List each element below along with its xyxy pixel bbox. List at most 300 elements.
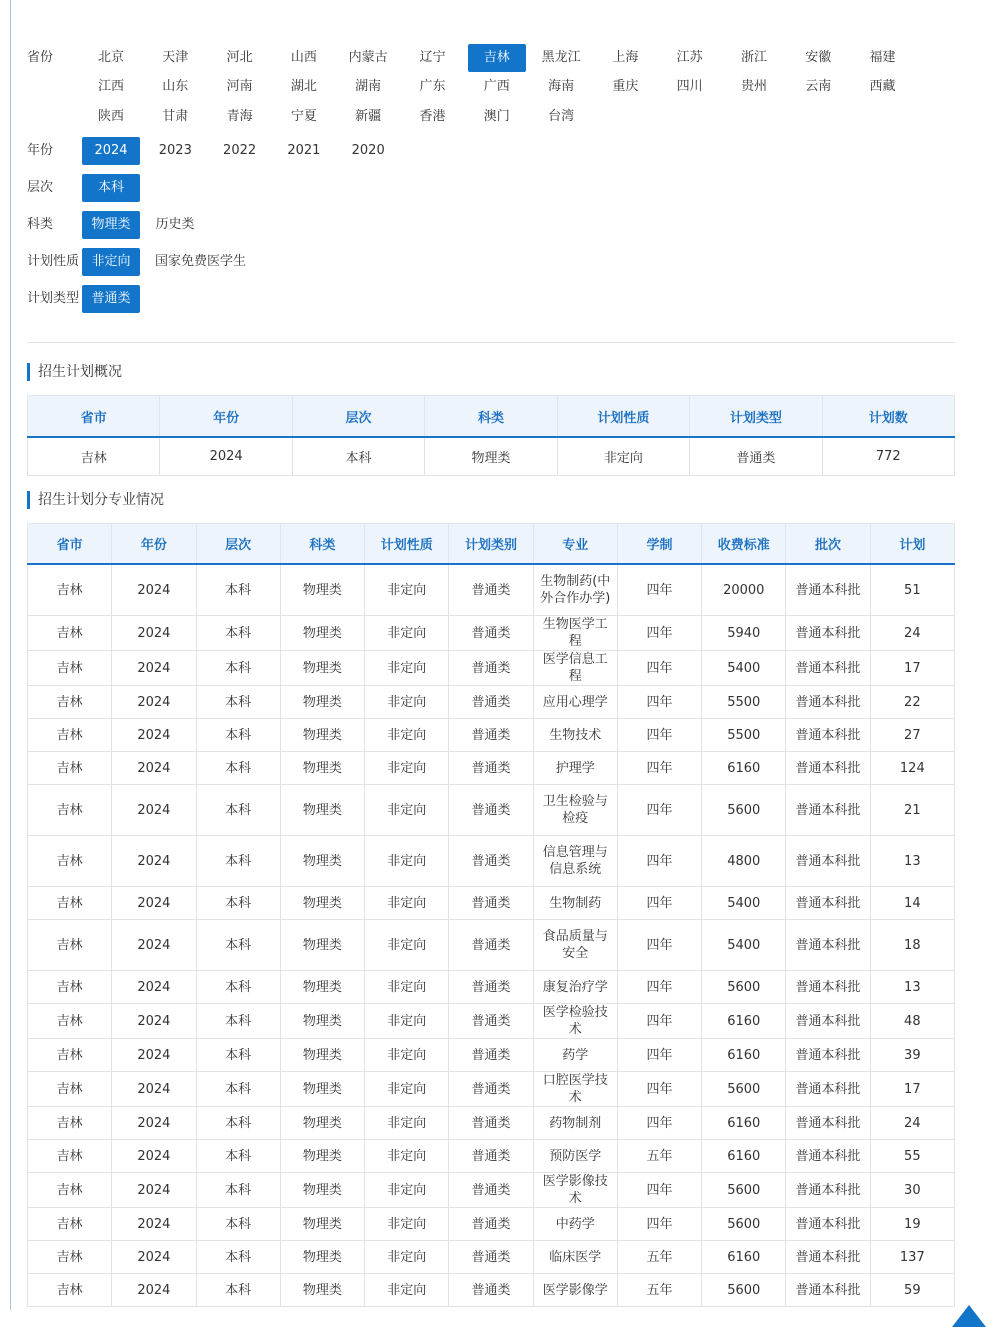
table-cell: 物理类 [280, 564, 364, 616]
table-cell: 药物制剂 [533, 1107, 617, 1140]
filter-option-province[interactable]: 湖北 [290, 79, 317, 95]
filter-option-province[interactable]: 青海 [226, 108, 253, 124]
table-row [28, 616, 955, 651]
table-cell: 普通本科批 [786, 719, 870, 752]
table-cell: 非定向 [365, 971, 449, 1004]
table-cell: 普通类 [449, 651, 533, 686]
table-cell: 非定向 [365, 651, 449, 686]
table-cell: 四年 [617, 1039, 701, 1072]
table-cell: 四年 [617, 1004, 701, 1039]
filter-option-province[interactable]: 天津 [162, 50, 189, 65]
table-cell: 四年 [617, 616, 701, 651]
table-cell: 18 [870, 920, 954, 971]
table-cell: 物理类 [280, 1140, 364, 1173]
detail-column-header: 计划 [870, 524, 954, 565]
table-cell: 51 [870, 564, 954, 616]
table-cell: 物理类 [280, 651, 364, 686]
filter-option-level[interactable]: 本科 [82, 174, 140, 202]
table-cell: 普通本科批 [786, 1140, 870, 1173]
table-cell: 四年 [617, 564, 701, 616]
table-row [28, 1173, 955, 1208]
table-cell: 普通本科批 [786, 1241, 870, 1274]
table-cell: 四年 [617, 971, 701, 1004]
summary-cell: 非定向 [557, 437, 689, 476]
table-cell: 59 [870, 1274, 954, 1307]
table-cell: 卫生检验与检疫 [533, 785, 617, 836]
plan-nature-filter-label: 计划性质 [27, 254, 80, 270]
table-cell: 四年 [617, 836, 701, 887]
detail-column-header: 批次 [786, 524, 870, 565]
table-cell: 非定向 [365, 752, 449, 785]
filter-option-subject[interactable]: 历史类 [155, 217, 195, 233]
filter-option-province[interactable]: 浙江 [740, 50, 767, 65]
table-cell: 2024 [112, 836, 196, 887]
table-cell: 5500 [702, 719, 786, 752]
table-cell: 普通本科批 [786, 564, 870, 616]
filter-option-province[interactable]: 内蒙古 [348, 50, 388, 65]
filter-option-year[interactable]: 2022 [223, 143, 257, 159]
table-cell: 五年 [617, 1241, 701, 1274]
table-cell: 2024 [112, 1173, 196, 1208]
table-cell: 非定向 [365, 920, 449, 971]
table-cell: 普通类 [449, 564, 533, 616]
table-cell: 普通类 [449, 836, 533, 887]
table-row [28, 887, 955, 920]
table-cell: 本科 [196, 920, 280, 971]
table-cell: 5400 [702, 651, 786, 686]
filter-option-province[interactable]: 台湾 [548, 108, 575, 124]
table-cell: 物理类 [280, 971, 364, 1004]
table-cell: 本科 [196, 836, 280, 887]
table-cell: 普通类 [449, 1004, 533, 1039]
table-cell: 2024 [112, 616, 196, 651]
table-cell: 应用心理学 [533, 686, 617, 719]
table-cell: 非定向 [365, 1241, 449, 1274]
detail-table-header [28, 524, 955, 565]
filter-option-province[interactable]: 宁夏 [290, 108, 317, 124]
table-cell: 本科 [196, 1274, 280, 1307]
table-cell: 2024 [112, 651, 196, 686]
filter-option-year[interactable]: 2024 [82, 137, 140, 165]
filter-option-province[interactable]: 黑龙江 [541, 50, 581, 65]
plan-type-filter-label: 计划类型 [27, 291, 80, 307]
province-options [82, 44, 922, 132]
detail-column-header: 计划类别 [449, 524, 533, 565]
filter-option-province[interactable]: 吉林 [468, 44, 526, 72]
table-cell: 普通类 [449, 1241, 533, 1274]
plan-type-filter-row [27, 285, 957, 313]
table-cell: 普通类 [449, 686, 533, 719]
summary-column-header: 年份 [160, 396, 292, 438]
table-cell: 17 [870, 1072, 954, 1107]
table-cell: 吉林 [28, 920, 112, 971]
table-cell: 本科 [196, 1173, 280, 1208]
table-cell: 非定向 [365, 887, 449, 920]
table-cell: 四年 [617, 920, 701, 971]
table-row [28, 836, 955, 887]
filter-option-plan-nature[interactable]: 国家免费医学生 [155, 254, 247, 270]
filter-option-province[interactable]: 江西 [97, 79, 124, 95]
table-cell: 5600 [702, 1274, 786, 1307]
table-cell: 2024 [112, 1107, 196, 1140]
summary-column-header: 层次 [292, 396, 424, 438]
table-cell: 2024 [112, 1274, 196, 1307]
table-cell: 生物制药 [533, 887, 617, 920]
filter-option-year[interactable]: 2021 [287, 143, 321, 159]
detail-table [27, 523, 955, 1307]
table-cell: 普通本科批 [786, 785, 870, 836]
summary-table [27, 395, 955, 476]
table-cell: 吉林 [28, 887, 112, 920]
table-cell: 普通本科批 [786, 1173, 870, 1208]
table-cell: 24 [870, 1107, 954, 1140]
filter-panel [27, 44, 957, 313]
table-cell: 6160 [702, 1004, 786, 1039]
summary-table-row [28, 437, 955, 476]
table-cell: 本科 [196, 1241, 280, 1274]
filter-option-province[interactable]: 贵州 [740, 79, 767, 95]
table-cell: 6160 [702, 1140, 786, 1173]
filter-option-province[interactable]: 海南 [548, 79, 575, 95]
summary-column-header: 科类 [425, 396, 557, 438]
summary-cell: 物理类 [425, 437, 557, 476]
table-cell: 物理类 [280, 1072, 364, 1107]
subject-options [82, 211, 922, 239]
table-cell: 普通本科批 [786, 971, 870, 1004]
filter-option-province[interactable]: 重庆 [612, 79, 639, 95]
table-cell: 医学影像技术 [533, 1173, 617, 1208]
table-cell: 48 [870, 1004, 954, 1039]
table-cell: 本科 [196, 1039, 280, 1072]
table-cell: 普通本科批 [786, 920, 870, 971]
table-cell: 普通本科批 [786, 836, 870, 887]
filter-option-province[interactable]: 西藏 [869, 79, 896, 95]
filter-option-province[interactable]: 山西 [290, 50, 317, 65]
table-cell: 物理类 [280, 719, 364, 752]
detail-column-header: 收费标准 [702, 524, 786, 565]
table-cell: 普通本科批 [786, 1039, 870, 1072]
table-cell: 信息管理与信息系统 [533, 836, 617, 887]
table-cell: 普通类 [449, 887, 533, 920]
table-cell: 吉林 [28, 651, 112, 686]
summary-cell: 2024 [160, 437, 292, 476]
province-filter-row [27, 44, 957, 132]
detail-column-header: 计划性质 [365, 524, 449, 565]
table-cell: 本科 [196, 1072, 280, 1107]
table-cell: 2024 [112, 920, 196, 971]
summary-table-header [28, 396, 955, 438]
table-cell: 5600 [702, 1208, 786, 1241]
table-cell: 普通类 [449, 920, 533, 971]
table-cell: 药学 [533, 1039, 617, 1072]
table-cell: 普通本科批 [786, 752, 870, 785]
table-cell: 普通类 [449, 1274, 533, 1307]
filter-option-plan-type[interactable]: 普通类 [82, 285, 140, 313]
table-cell: 124 [870, 752, 954, 785]
filter-option-province[interactable]: 香港 [419, 108, 446, 124]
table-cell: 吉林 [28, 1004, 112, 1039]
table-cell: 四年 [617, 1173, 701, 1208]
detail-column-header: 学制 [617, 524, 701, 565]
table-cell: 6160 [702, 752, 786, 785]
table-cell: 2024 [112, 1039, 196, 1072]
filter-option-province[interactable]: 广西 [483, 79, 510, 95]
table-cell: 本科 [196, 1107, 280, 1140]
table-cell: 生物制药(中外合作办学) [533, 564, 617, 616]
table-row [28, 1039, 955, 1072]
table-cell: 本科 [196, 887, 280, 920]
table-cell: 非定向 [365, 719, 449, 752]
table-cell: 本科 [196, 651, 280, 686]
table-row [28, 1072, 955, 1107]
filter-option-province[interactable]: 湖南 [355, 79, 382, 95]
table-cell: 五年 [617, 1140, 701, 1173]
subject-filter-row [27, 211, 957, 239]
table-cell: 普通本科批 [786, 887, 870, 920]
table-cell: 生物技术 [533, 719, 617, 752]
table-cell: 本科 [196, 564, 280, 616]
plan-type-options [82, 285, 922, 313]
table-cell: 本科 [196, 719, 280, 752]
table-cell: 普通类 [449, 1140, 533, 1173]
table-cell: 普通本科批 [786, 651, 870, 686]
table-cell: 17 [870, 651, 954, 686]
table-cell: 非定向 [365, 1208, 449, 1241]
summary-column-header: 省市 [28, 396, 160, 438]
table-cell: 5500 [702, 686, 786, 719]
filter-option-province[interactable]: 上海 [612, 50, 639, 65]
year-options [82, 137, 922, 165]
table-cell: 物理类 [280, 920, 364, 971]
table-cell: 非定向 [365, 1107, 449, 1140]
table-cell: 吉林 [28, 785, 112, 836]
table-cell: 本科 [196, 785, 280, 836]
table-cell: 2024 [112, 1241, 196, 1274]
table-cell: 非定向 [365, 1140, 449, 1173]
table-cell: 四年 [617, 785, 701, 836]
table-cell: 普通类 [449, 1173, 533, 1208]
filter-option-subject[interactable]: 物理类 [82, 211, 140, 239]
table-cell: 5600 [702, 971, 786, 1004]
subject-filter-label: 科类 [27, 217, 54, 233]
table-cell: 吉林 [28, 1039, 112, 1072]
table-cell: 普通本科批 [786, 1274, 870, 1307]
filter-option-province[interactable]: 云南 [805, 79, 832, 95]
province-filter-label: 省份 [27, 50, 54, 65]
table-cell: 医学影像学 [533, 1274, 617, 1307]
table-cell: 普通类 [449, 616, 533, 651]
level-options [82, 174, 922, 202]
table-cell: 吉林 [28, 1173, 112, 1208]
detail-column-header: 专业 [533, 524, 617, 565]
table-cell: 医学信息工程 [533, 651, 617, 686]
table-cell: 四年 [617, 1208, 701, 1241]
table-row [28, 686, 955, 719]
filter-option-province[interactable]: 辽宁 [419, 50, 446, 65]
table-cell: 2024 [112, 719, 196, 752]
table-cell: 吉林 [28, 1140, 112, 1173]
summary-cell: 772 [822, 437, 954, 476]
filter-option-province[interactable]: 甘肃 [162, 108, 189, 124]
filter-option-plan-nature[interactable]: 非定向 [82, 248, 140, 276]
table-cell: 四年 [617, 887, 701, 920]
table-cell: 4800 [702, 836, 786, 887]
table-cell: 吉林 [28, 719, 112, 752]
table-cell: 普通本科批 [786, 1072, 870, 1107]
table-row [28, 1274, 955, 1307]
table-row [28, 785, 955, 836]
filter-option-province[interactable]: 安徽 [805, 50, 832, 65]
table-cell: 2024 [112, 1072, 196, 1107]
table-cell: 普通类 [449, 1107, 533, 1140]
table-cell: 本科 [196, 971, 280, 1004]
summary-cell: 本科 [292, 437, 424, 476]
table-cell: 普通本科批 [786, 616, 870, 651]
section-divider [27, 342, 955, 343]
table-cell: 55 [870, 1140, 954, 1173]
table-row [28, 651, 955, 686]
table-cell: 吉林 [28, 1072, 112, 1107]
table-cell: 普通类 [449, 1072, 533, 1107]
table-cell: 预防医学 [533, 1140, 617, 1173]
filter-option-province[interactable]: 河南 [226, 79, 253, 95]
table-cell: 非定向 [365, 1039, 449, 1072]
table-cell: 6160 [702, 1241, 786, 1274]
table-cell: 生物医学工程 [533, 616, 617, 651]
table-cell: 四年 [617, 752, 701, 785]
table-cell: 普通类 [449, 1208, 533, 1241]
table-cell: 非定向 [365, 1072, 449, 1107]
table-cell: 本科 [196, 1140, 280, 1173]
table-cell: 非定向 [365, 1004, 449, 1039]
table-cell: 5400 [702, 920, 786, 971]
filter-option-province[interactable]: 陕西 [97, 108, 124, 124]
table-cell: 6160 [702, 1039, 786, 1072]
table-row [28, 1241, 955, 1274]
table-cell: 非定向 [365, 564, 449, 616]
filter-option-province[interactable]: 江苏 [676, 50, 703, 65]
table-cell: 20000 [702, 564, 786, 616]
table-cell: 本科 [196, 616, 280, 651]
table-cell: 物理类 [280, 1241, 364, 1274]
table-cell: 14 [870, 887, 954, 920]
table-cell: 物理类 [280, 887, 364, 920]
table-row [28, 752, 955, 785]
table-cell: 24 [870, 616, 954, 651]
table-cell: 物理类 [280, 1004, 364, 1039]
filter-option-province[interactable]: 新疆 [355, 108, 382, 124]
table-cell: 普通类 [449, 1039, 533, 1072]
table-cell: 27 [870, 719, 954, 752]
table-cell: 本科 [196, 1004, 280, 1039]
table-row [28, 1107, 955, 1140]
table-cell: 2024 [112, 1004, 196, 1039]
filter-option-province[interactable]: 福建 [869, 50, 896, 65]
table-cell: 护理学 [533, 752, 617, 785]
summary-section-title: 招生计划概况 [27, 363, 122, 381]
table-cell: 2024 [112, 1208, 196, 1241]
table-row [28, 719, 955, 752]
detail-column-header: 层次 [196, 524, 280, 565]
table-cell: 5600 [702, 1173, 786, 1208]
summary-column-header: 计划性质 [557, 396, 689, 438]
table-cell: 5400 [702, 887, 786, 920]
filter-option-province[interactable]: 四川 [676, 79, 703, 95]
table-cell: 137 [870, 1241, 954, 1274]
table-row [28, 564, 955, 616]
table-cell: 物理类 [280, 836, 364, 887]
table-cell: 非定向 [365, 1173, 449, 1208]
table-cell: 非定向 [365, 836, 449, 887]
filter-option-province[interactable]: 北京 [97, 50, 124, 65]
table-cell: 5940 [702, 616, 786, 651]
table-cell: 中药学 [533, 1208, 617, 1241]
table-cell: 普通本科批 [786, 1107, 870, 1140]
table-cell: 22 [870, 686, 954, 719]
detail-table-body [28, 564, 955, 1307]
table-cell: 本科 [196, 686, 280, 719]
table-cell: 2024 [112, 785, 196, 836]
level-filter-label: 层次 [27, 180, 54, 196]
year-filter-row [27, 137, 957, 165]
table-cell: 本科 [196, 752, 280, 785]
table-cell: 物理类 [280, 1274, 364, 1307]
table-cell: 物理类 [280, 785, 364, 836]
table-cell: 普通类 [449, 785, 533, 836]
plan-nature-options [82, 248, 922, 276]
detail-column-header: 年份 [112, 524, 196, 565]
back-to-top-arrow-up-icon[interactable] [952, 1305, 986, 1327]
table-cell: 四年 [617, 686, 701, 719]
table-cell: 吉林 [28, 686, 112, 719]
detail-section-title: 招生计划分专业情况 [27, 491, 164, 509]
table-cell: 30 [870, 1173, 954, 1208]
left-rule [10, 0, 11, 1310]
table-cell: 普通类 [449, 971, 533, 1004]
table-cell: 2024 [112, 752, 196, 785]
filter-option-province[interactable]: 广东 [419, 79, 446, 95]
filter-option-province[interactable]: 澳门 [483, 108, 510, 124]
table-cell: 5600 [702, 1072, 786, 1107]
table-row [28, 920, 955, 971]
filter-option-province[interactable]: 山东 [162, 79, 189, 95]
summary-column-header: 计划类型 [690, 396, 822, 438]
table-cell: 普通本科批 [786, 1208, 870, 1241]
detail-column-header: 科类 [280, 524, 364, 565]
table-row [28, 1208, 955, 1241]
table-cell: 物理类 [280, 752, 364, 785]
table-cell: 四年 [617, 719, 701, 752]
table-cell: 2024 [112, 1140, 196, 1173]
table-cell: 21 [870, 785, 954, 836]
table-cell: 物理类 [280, 1208, 364, 1241]
table-cell: 13 [870, 836, 954, 887]
table-cell: 四年 [617, 1072, 701, 1107]
table-cell: 吉林 [28, 836, 112, 887]
table-cell: 吉林 [28, 1241, 112, 1274]
level-filter-row [27, 174, 957, 202]
table-cell: 口腔医学技术 [533, 1072, 617, 1107]
table-row [28, 1140, 955, 1173]
filter-option-year[interactable]: 2020 [351, 143, 385, 159]
table-cell: 普通类 [449, 752, 533, 785]
table-cell: 四年 [617, 1107, 701, 1140]
table-cell: 非定向 [365, 686, 449, 719]
filter-option-province[interactable]: 河北 [226, 50, 253, 65]
filter-option-year[interactable]: 2023 [158, 143, 192, 159]
table-cell: 非定向 [365, 616, 449, 651]
table-cell: 13 [870, 971, 954, 1004]
